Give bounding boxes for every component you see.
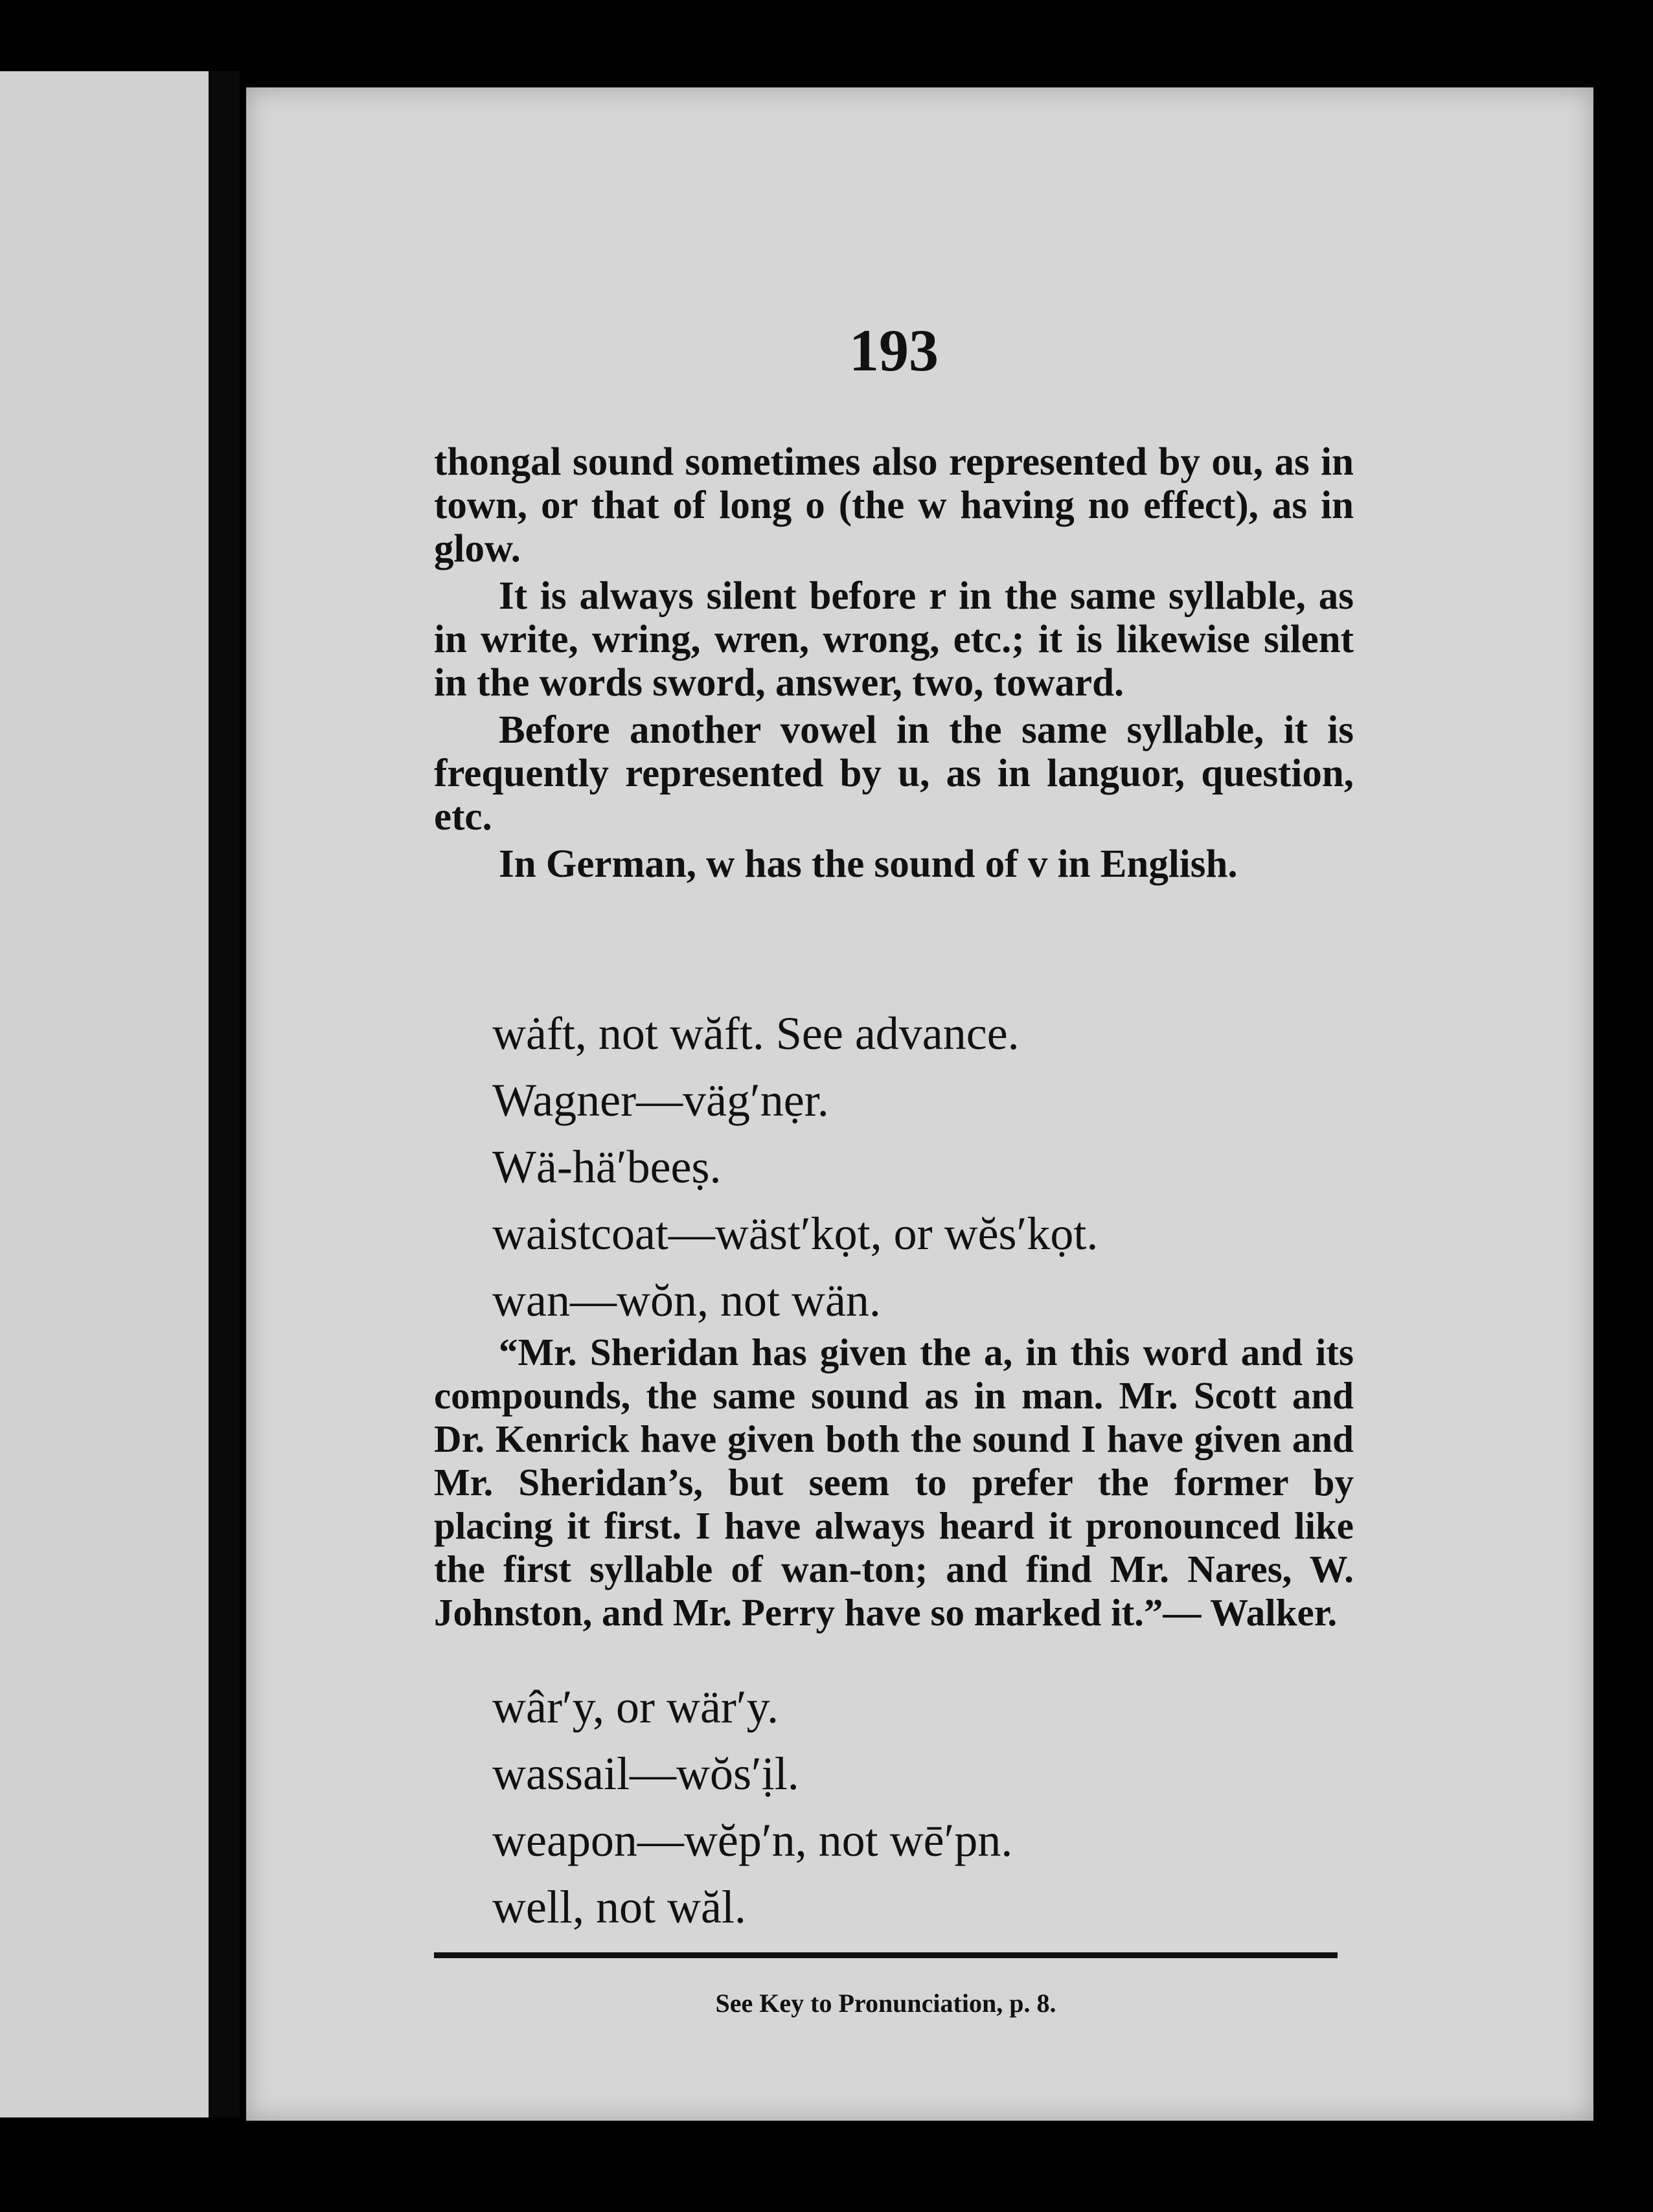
entry-list (492, 1674, 1354, 1941)
walker-quotation (434, 1331, 1354, 1634)
entry-list (492, 1000, 1354, 1334)
paragraph: thongal sound sometimes also represented by ou, as in town, or that of long o (the w having no effect), as in glow. (434, 440, 1354, 570)
dictionary-entry: wâr′y, or wär′y. (492, 1681, 779, 1733)
dictionary-entry: well, not wăl. (492, 1881, 746, 1933)
page-number: 193 (849, 317, 939, 383)
paragraph: In German, w has the sound of v in English. (499, 842, 1238, 886)
dictionary-entry: wassail—wŏs′ịl. (492, 1748, 799, 1800)
body-text (434, 440, 1354, 886)
footnote: See Key to Pronunciation, p. 8. (715, 1989, 1056, 2018)
paragraph: Before another vowel in the same syllable, it is frequently represented by u, as in languor, question, etc. (434, 708, 1354, 839)
dictionary-entry: weapon—wĕp′n, not wē′pn. (492, 1814, 1013, 1866)
dictionary-entry: wan—wŏn, not wän. (492, 1274, 881, 1326)
book-page (246, 87, 1593, 2121)
dictionary-entry: Wä-hä′beeṣ. (492, 1141, 722, 1193)
footnote-rule (434, 1952, 1338, 1958)
dictionary-entry: wȧft, not wăft. See advance. (492, 1008, 1020, 1059)
dictionary-entry: Wagner—väg′nẹr. (492, 1074, 829, 1126)
paragraph: It is always silent before r in the same syllable, as in write, wring, wren, wrong, etc.; it is likewise silent in the words sword, answer, two, toward. (434, 574, 1354, 705)
quotation-text: “Mr. Sheridan has given the a, in this word and its compounds, the same sound as in man. Mr. Scott and Dr. Kenrick have given both the sound I have given and Mr. Sheridan’s, but seem to prefer the former by placing it first. I have always heard it pronounced like the first syllable of wan-ton; and find Mr. Nares, W. Johnston, and Mr. Perry have so marked it.”— Walker. (434, 1331, 1354, 1634)
dictionary-entry: waistcoat—wäst′kọt, or wĕs′kọt. (492, 1208, 1099, 1259)
facing-page (0, 71, 209, 2117)
book-spine (209, 71, 240, 2117)
